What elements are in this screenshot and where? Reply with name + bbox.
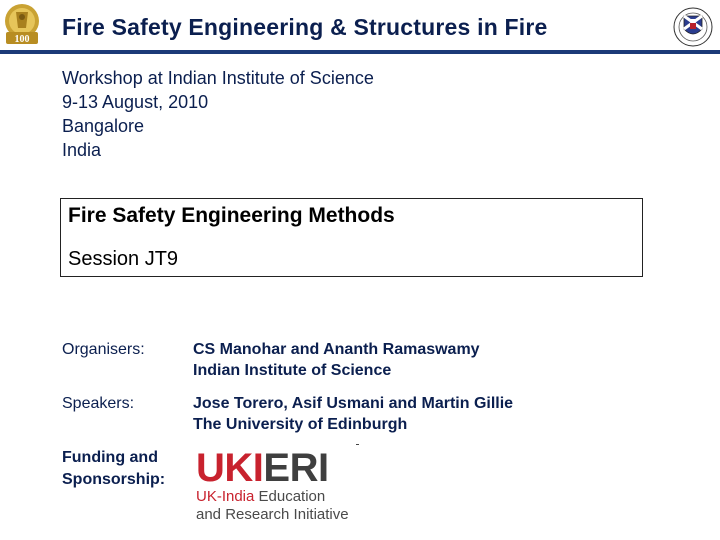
ukieri-logo — [196, 446, 366, 523]
organisers-names: CS Manohar and Ananth Ramaswamy — [193, 341, 480, 358]
iisc-centenary-emblem-icon — [2, 2, 42, 46]
funding-label-line1: Funding and — [62, 449, 158, 466]
workshop-country: India — [62, 140, 102, 160]
ukieri-wordmark-eri: ERI — [263, 446, 329, 490]
funding-label — [62, 447, 165, 491]
session-code: Session JT9 — [68, 248, 179, 270]
session-title: Fire Safety Engineering Methods — [68, 204, 395, 227]
ukieri-tagline-uk-india: UK-India — [196, 488, 255, 505]
ukieri-wordmark-uki: UKI — [196, 446, 264, 490]
workshop-info — [62, 66, 374, 162]
speakers-names: Jose Torero, Asif Usmani and Martin Gillie — [193, 395, 514, 412]
title-divider — [0, 50, 720, 54]
ukieri-tagline-2: and Research Initiative — [196, 506, 349, 523]
page-title: Fire Safety Engineering & Structures in Fire — [62, 14, 548, 40]
ukieri-wordmark — [196, 448, 366, 488]
speakers-institution: The University of Edinburgh — [193, 416, 408, 433]
ukieri-tagline-1 — [196, 488, 366, 506]
ukieri-tagline-education: Education — [254, 488, 326, 505]
organisers-value — [193, 339, 480, 381]
decorative-tick — [356, 444, 359, 445]
workshop-venue: Workshop at Indian Institute of Science — [62, 68, 374, 88]
university-of-edinburgh-crest-icon — [671, 7, 715, 47]
session-box — [60, 198, 643, 277]
speakers-label: Speakers: — [62, 395, 135, 412]
organisers-institution: Indian Institute of Science — [193, 362, 392, 379]
organisers-label: Organisers: — [62, 341, 145, 358]
workshop-dates: 9-13 August, 2010 — [62, 92, 209, 112]
funding-label-line2: Sponsorship: — [62, 471, 166, 488]
centenary-number: 100 — [14, 34, 30, 45]
workshop-city: Bangalore — [62, 116, 145, 136]
speakers-value — [193, 393, 513, 435]
